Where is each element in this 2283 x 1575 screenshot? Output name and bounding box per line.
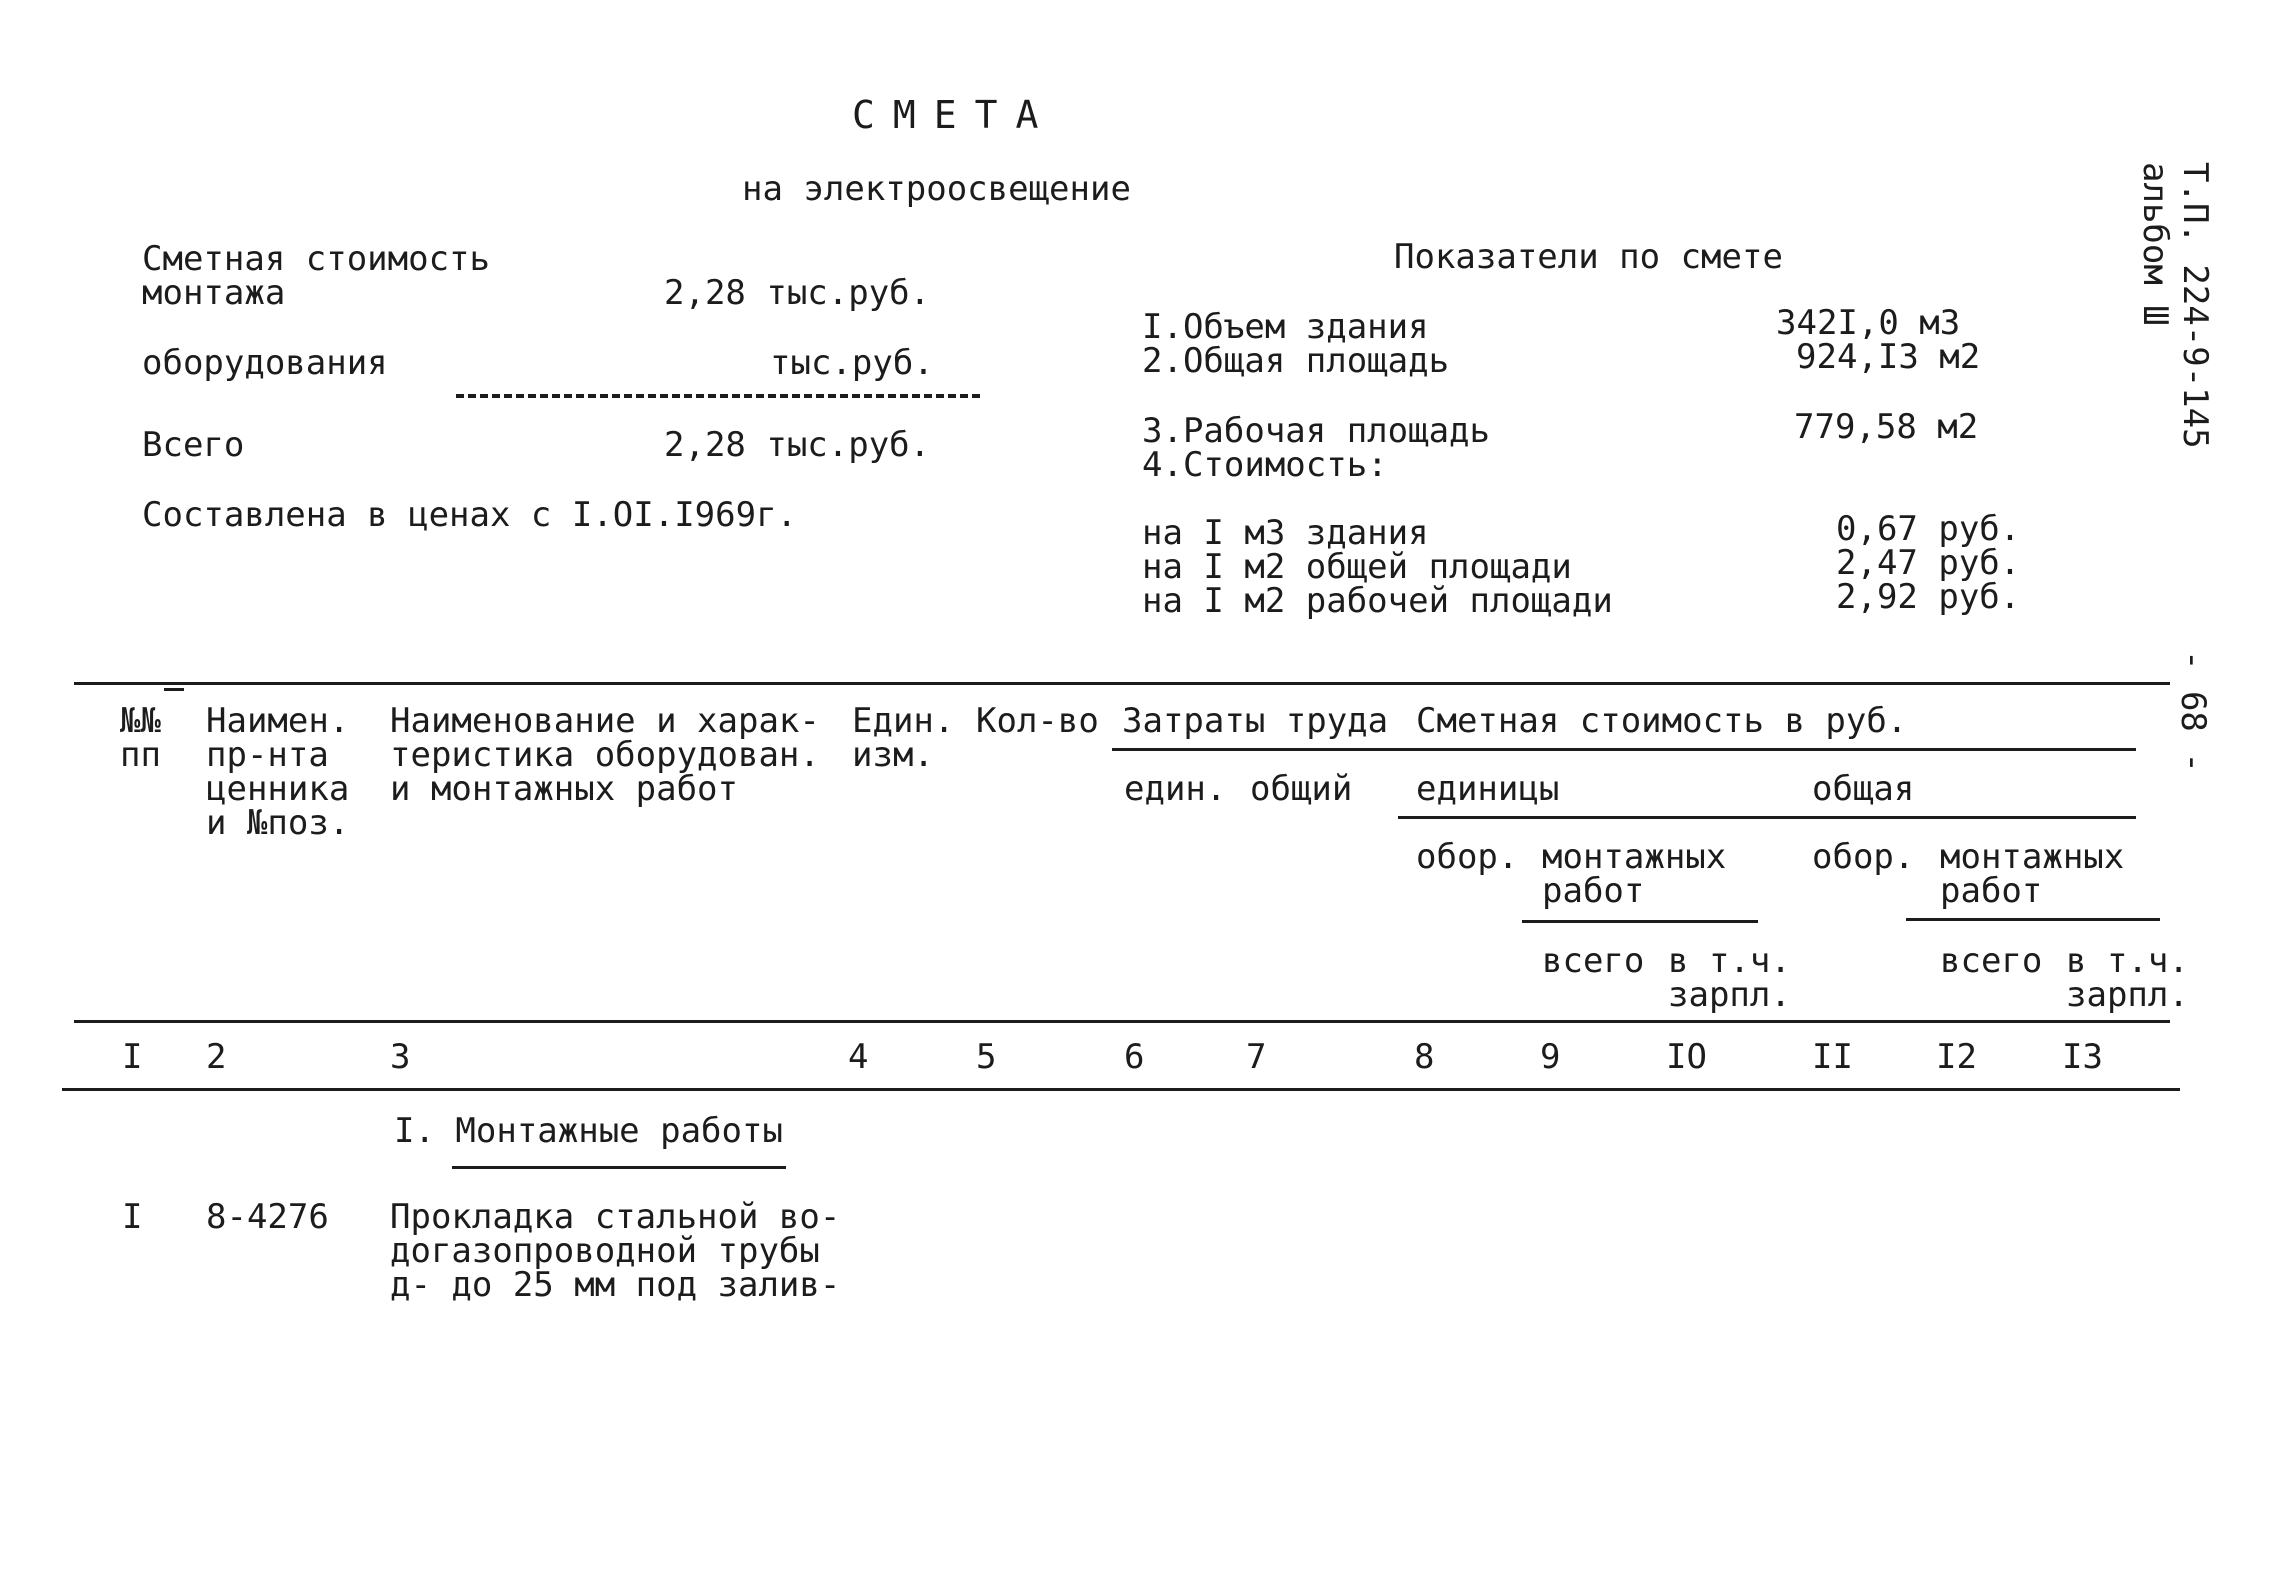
column-number: 9 (1540, 1037, 1561, 1077)
header-bottom-rule (74, 1020, 2170, 1023)
equipment-value: тыс.руб. (770, 343, 934, 383)
column-number: II (1812, 1037, 1853, 1077)
header-rule-3 (1906, 918, 2160, 921)
cost-label: Сметная стоимость (142, 239, 490, 279)
header-montage: монтажных (1940, 837, 2125, 877)
indicator-label: I.Объем здания (1142, 307, 1429, 347)
header-unit: изм. (852, 735, 934, 775)
header-qty: Кол-во (976, 701, 1099, 741)
table-top-rule (74, 682, 2170, 685)
header-rule-2 (1398, 816, 2136, 819)
summary-dashed-divider (456, 394, 980, 398)
indicator-label: 2.Общая площадь (1142, 341, 1450, 381)
document-title: СМЕТА (852, 93, 1057, 137)
montage-label: монтажа (142, 273, 286, 313)
indicator-value: 2,92 руб. (1836, 577, 2021, 617)
indicator-label: на I м2 общей площади (1142, 547, 1572, 587)
row-name-line: д- до 25 мм под залив- (390, 1265, 841, 1305)
header-salary: зарпл. (2066, 975, 2189, 1015)
header-num: №№ (120, 701, 161, 741)
header-salary: в т.ч. (2066, 941, 2189, 981)
header-price: пр-нта (206, 735, 329, 775)
indicator-value: 779,58 м2 (1794, 407, 1979, 447)
indicator-value: 342I,0 м3 (1776, 303, 1961, 343)
header-salary: в т.ч. (1668, 941, 1791, 981)
column-numbers-rule (62, 1088, 2180, 1091)
header-name: теристика оборудован. (390, 735, 820, 775)
indicator-label: на I м3 здания (1142, 513, 1429, 553)
header-all: всего (1940, 941, 2043, 981)
header-montage: работ (1542, 871, 1645, 911)
header-cost: Сметная стоимость в руб. (1416, 701, 1908, 741)
column-number: I3 (2062, 1037, 2103, 1077)
header-cost-total: общая (1812, 769, 1915, 809)
header-labor-unit: един. (1124, 769, 1227, 809)
header-name: Наименование и харак- (390, 701, 820, 741)
header-montage: монтажных (1542, 837, 1727, 877)
header-equip: обор. (1812, 837, 1915, 877)
header-equip: обор. (1416, 837, 1519, 877)
column-number: 4 (848, 1037, 869, 1077)
column-number: 5 (976, 1037, 997, 1077)
page-number: - 68 - (2173, 650, 2213, 773)
album-label: альбом Ш (2135, 162, 2175, 326)
indicator-value: 2,47 руб. (1836, 543, 2021, 583)
total-label: Всего (142, 425, 245, 465)
header-rule-1 (1112, 748, 2136, 751)
column-number: 6 (1124, 1037, 1145, 1077)
header-salary: зарпл. (1668, 975, 1791, 1015)
header-num: пп (120, 735, 161, 775)
header-cost-unit: единицы (1416, 769, 1560, 809)
header-price: ценника (206, 769, 350, 809)
row-name-line: Прокладка стальной во- (390, 1197, 841, 1237)
column-number: I2 (1936, 1037, 1977, 1077)
equipment-label: оборудования (142, 343, 388, 383)
document-subtitle: на электроосвещение (742, 169, 1131, 209)
header-tick (164, 688, 184, 691)
header-all: всего (1542, 941, 1645, 981)
indicator-label: на I м2 рабочей площади (1142, 581, 1613, 621)
document-code: Т.П. 224-9-145 (2175, 162, 2215, 449)
header-unit: Един. (852, 701, 955, 741)
section-title-underline (452, 1166, 786, 1169)
header-labor-total: общий (1250, 769, 1353, 809)
header-montage: работ (1940, 871, 2043, 911)
total-value: 2,28 тыс.руб. (664, 425, 931, 465)
prices-note: Составлена в ценах с I.OI.I969г. (142, 495, 798, 535)
montage-value: 2,28 тыс.руб. (664, 273, 931, 313)
column-number: I (122, 1037, 143, 1077)
indicator-label: 4.Стоимость: (1142, 445, 1388, 485)
section-title: I. Монтажные работы (394, 1111, 783, 1151)
indicator-label: 3.Рабочая площадь (1142, 411, 1490, 451)
column-number: 7 (1246, 1037, 1267, 1077)
column-number: 8 (1414, 1037, 1435, 1077)
row-name-line: догазопроводной трубы (390, 1231, 820, 1271)
indicators-title: Показатели по смете (1394, 237, 1783, 277)
header-price: Наимен. (206, 701, 350, 741)
row-number: I (122, 1197, 143, 1237)
header-price: и №поз. (206, 803, 350, 843)
row-price-code: 8-4276 (206, 1197, 329, 1237)
indicator-value: 0,67 руб. (1836, 509, 2021, 549)
column-number: 3 (390, 1037, 411, 1077)
column-number: IO (1666, 1037, 1707, 1077)
header-labor: Затраты труда (1122, 701, 1389, 741)
header-name: и монтажных работ (390, 769, 738, 809)
header-rule-3 (1522, 920, 1758, 923)
column-number: 2 (206, 1037, 227, 1077)
indicator-value: 924,I3 м2 (1796, 337, 1981, 377)
